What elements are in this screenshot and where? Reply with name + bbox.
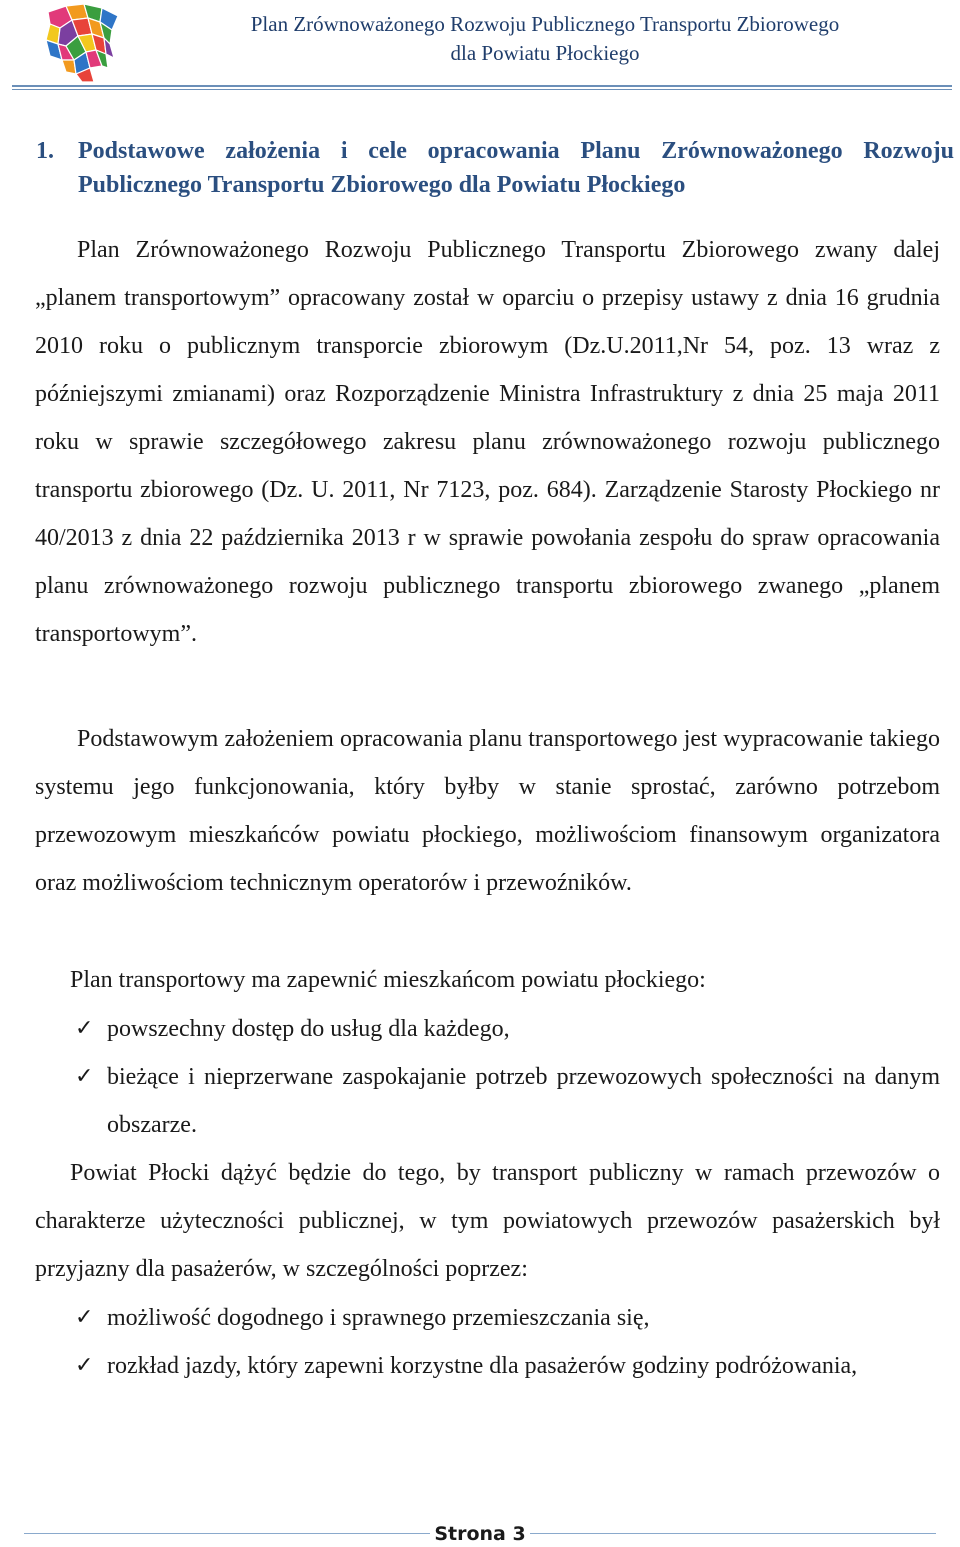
section-number: 1. bbox=[36, 138, 54, 164]
paragraph-legal-basis: Plan Zrównoważonego Rozwoju Publicznego Transportu Zbiorowego zwany dalej „planem transportowym” opracowany został w oparciu o przepisy ustawy z dnia 16 grudnia 2010 roku o publicznym transporcie zbiorowym (Dz.U.2011,Nr 54, poz. 13 wraz z późniejszymi zmianami) oraz Rozporządzenie Ministra Infrastruktury z dnia 25 maja 2011 roku w sprawie szczegółowego zakresu planu zrównoważonego rozwoju publicznego transportu zbiorowego (Dz. U. 2011, Nr 7123, poz. 684). Zarządzenie Starosty Płockiego nr 40/2013 z dnia 22 października 2013 r w sprawie powołania zespołu do spraw opracowania planu zrównoważonego rozwoju publicznego transportu zbiorowego zwanego „planem transportowym”. bbox=[35, 237, 940, 647]
checkmark-icon: ✓ bbox=[75, 1305, 94, 1330]
list-item-text: powszechny dostęp do usług dla każdego, bbox=[107, 1016, 510, 1042]
section-heading bbox=[36, 134, 954, 202]
list-item bbox=[35, 1005, 940, 1053]
checklist-plan-goals bbox=[35, 1005, 940, 1149]
checkmark-icon: ✓ bbox=[75, 1016, 94, 1041]
list-item-text: możliwość dogodnego i sprawnego przemieszczania się, bbox=[107, 1305, 650, 1331]
list-item-text: bieżące i nieprzerwane zaspokajanie potrzeb przewozowych społeczności na danym obszarze. bbox=[107, 1064, 940, 1138]
page-number: Strona 3 bbox=[430, 1521, 530, 1547]
list-item-text: rozkład jazdy, który zapewni korzystne dla pasażerów godziny podróżowania, bbox=[107, 1353, 858, 1379]
checkmark-icon: ✓ bbox=[75, 1353, 94, 1378]
document-header bbox=[200, 10, 890, 68]
paragraph-county-aims: Powiat Płocki dążyć będzie do tego, by transport publiczny w ramach przewozów o charakterze użyteczności publicznej, w tym powiatowych przewozów pasażerskich był przyjazny dla pasażerów, w szczególności poprzez: bbox=[35, 1160, 940, 1282]
header-divider-thin bbox=[12, 89, 952, 90]
header-divider bbox=[12, 85, 952, 87]
list-item bbox=[35, 1342, 940, 1390]
list-item bbox=[35, 1294, 940, 1342]
header-title-line1: Plan Zrównoważonego Rozwoju Publicznego Transportu Zbiorowego bbox=[250, 12, 840, 36]
header-title-line2: dla Powiatu Płockiego bbox=[450, 41, 640, 65]
paragraph-main-assumption: Podstawowym założeniem opracowania planu transportowego jest wypracowanie takiego systemu jego funkcjonowania, który byłby w stanie sprostać, zarówno potrzebom przewozowym mieszkańców powiatu płockiego, możliwościom finansowym organizatora oraz możliwościom technicznym operatorów i przewoźników. bbox=[35, 726, 940, 896]
puzzle-logo bbox=[42, 2, 122, 84]
checklist-passenger-friendly bbox=[35, 1294, 940, 1390]
checkmark-icon: ✓ bbox=[75, 1064, 94, 1089]
section-title: Podstawowe założenia i cele opracowania Planu Zrównoważonego Rozwoju Publicznego Transportu Zbiorowego dla Powiatu Płockiego bbox=[78, 138, 954, 198]
list-item bbox=[35, 1053, 940, 1149]
paragraph-plan-ensures: Plan transportowy ma zapewnić mieszkańcom powiatu płockiego: bbox=[70, 967, 706, 993]
